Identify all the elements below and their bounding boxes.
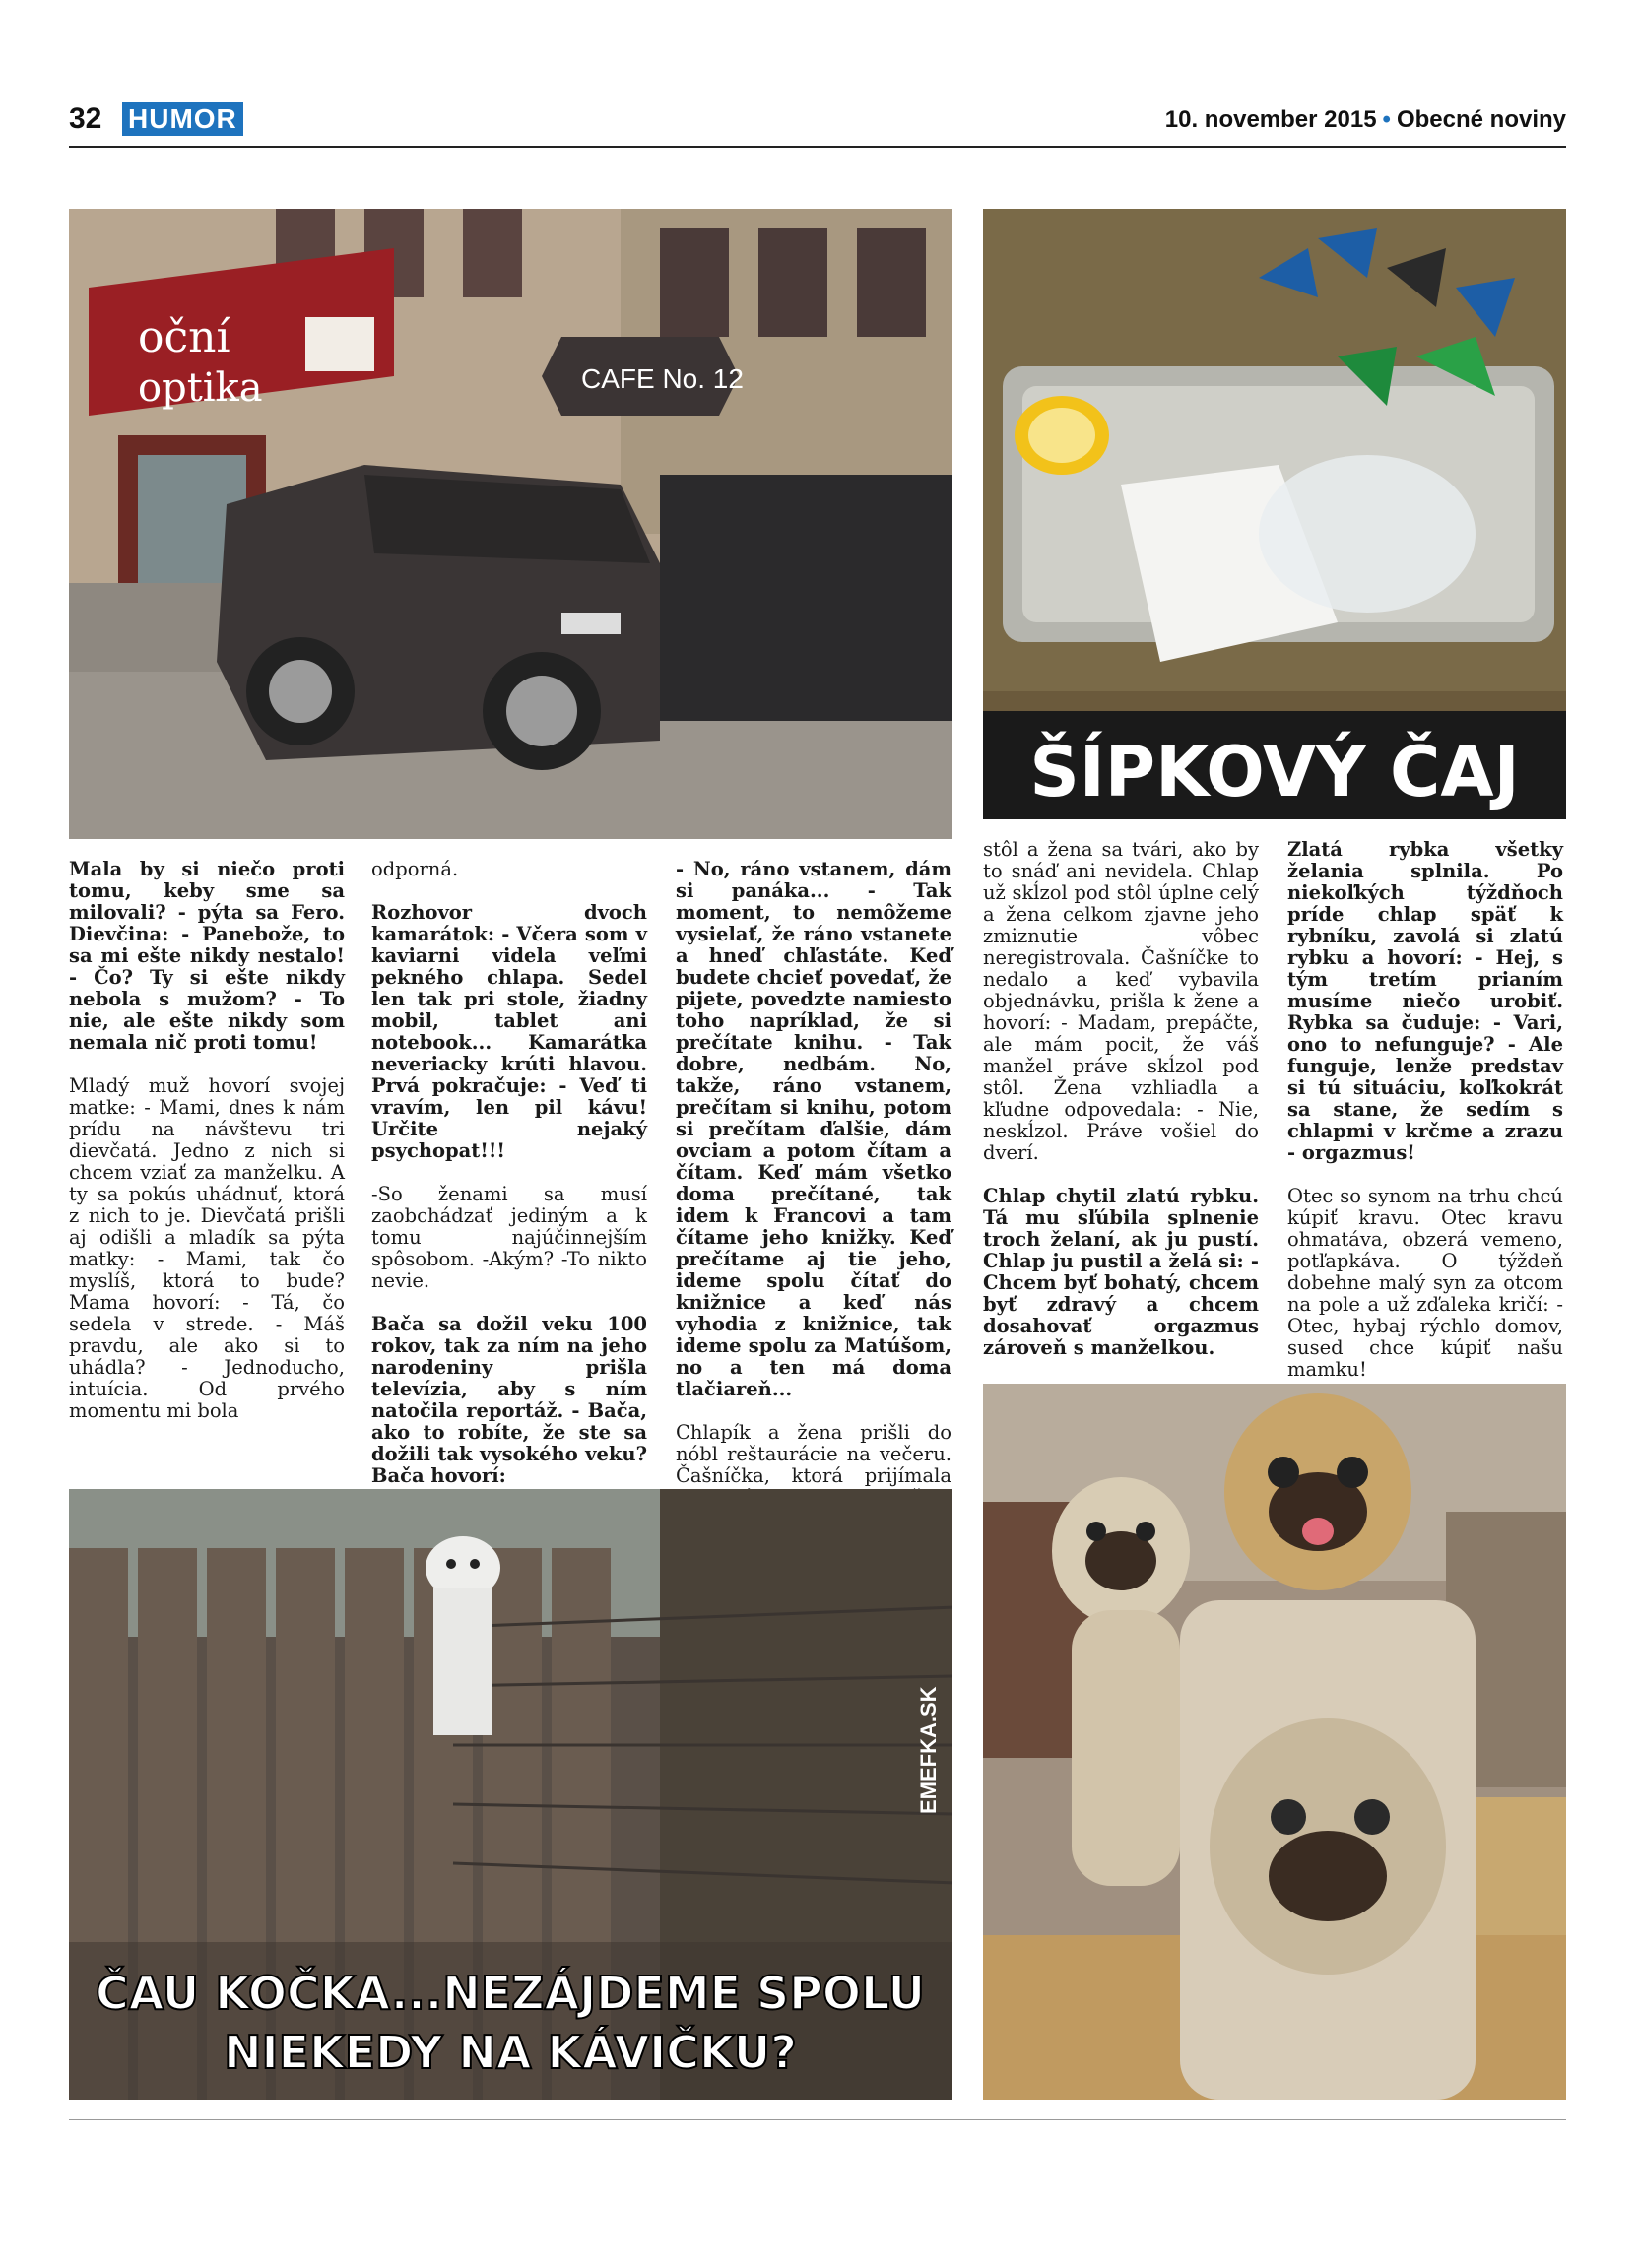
issue-date: 10. november 2015 xyxy=(1164,106,1377,133)
watermark: EMEFKA.SK xyxy=(916,1686,941,1814)
joke-8: Otec so synom na trhu chcú kúpiť kravu. Otec kravu ohmatáva, obzerá vemeno, potľapkáva. O týždeň dobehne malý syn za otcom na pole a už zďaleka kričí: - Otec, hybaj rýchlo domov, sused chce kúpiť našu mamku! xyxy=(1287,1185,1563,1381)
separator-dot: • xyxy=(1382,106,1391,133)
text-column-4 xyxy=(983,839,1259,1381)
joke-4: -So ženami sa musí zaobchádzať jediným a k tomu najúčinnejším spôsobom. -Akým? -To nikto nevie. xyxy=(371,1183,647,1292)
joke-5: Bača sa dožil veku 100 rokov, tak za ním na jeho narodeniny prišla televízia, aby s ním natočila reportáž. - Bača, ako to robíte, že ste sa dožili tak vysokého veku? Bača hovorí: xyxy=(371,1313,647,1487)
page-header xyxy=(69,98,1566,146)
section-tag: HUMOR xyxy=(122,102,243,136)
joke-7: Chlap chytil zlatú rybku. Tá mu sľúbila splnenie troch želaní, ak ju pustí. Chlap ju pustil a želá si: - Chcem byť bohatý, chcem byť zdravý a chcem dosahovať orgazmus zároveň s manželkou. xyxy=(983,1185,1259,1359)
sign-line2: optika xyxy=(138,365,263,411)
joke-3: Rozhovor dvoch kamarátok: - Včera som v kaviarni videla veľmi pekného chlapa. Sedel len tak pri stole, žiadny mobil, tablet ani notebook... Kamarátka neveriacky krúti hlavou. Prvá pokračuje: - Veď ti vravím, len pil kávu! Určite nejaký psychopat!!! xyxy=(371,901,647,1162)
joke-7-continued: Zlatá rybka všetky želania splnila. Po niekoľkých týždňoch príde chlap späť k rybníku, zavolá si zlatú rybku a hovorí: - Hej, s tým tretím prianím musíme niečo urobiť. Rybka sa čuduje: - Vari, ono to nefunguje? - Ale funguje, lenže predstav si tú situáciu, koľkokrát sa stane, že sedím s chlapmi v krčme a zrazu - orgazmus! xyxy=(1287,838,1563,1164)
page-number: 32 xyxy=(69,102,102,135)
sign-line1: oční xyxy=(138,312,230,362)
text-column-2 xyxy=(371,859,647,1509)
joke-6: Chlapík a žena prišli do nóbl reštaurácie na večeru. Čašníčka, ktorá prijímala xyxy=(676,1421,951,1487)
photo-dog-fence xyxy=(69,1489,952,2100)
header-dateline xyxy=(1165,106,1566,134)
photo-sipkovy-caj xyxy=(983,209,1566,819)
photo-pug-shirt xyxy=(983,1384,1566,2100)
header-rule xyxy=(69,146,1566,148)
sipkovy-caption: ŠÍPKOVÝ ČAJ xyxy=(1029,732,1520,812)
dog-caption-line1: ČAU KOČKA...NEZÁJDEME SPOLU xyxy=(95,1967,926,2020)
text-column-5 xyxy=(1287,839,1563,1402)
cafe-sign: CAFE No. 12 xyxy=(581,363,744,394)
joke-2-end: odporná. xyxy=(371,858,459,880)
joke-2: Mladý muž hovorí svojej matke: - Mami, dnes k nám prídu na návštevu tri dievčatá. Jedno z nich si chcem vziať za manželku. A ty sa pokús uhádnuť, ktorá z nich to je. Dievčatá prišli aj odišli a mladík sa pýta matky: - Mami, tak čo myslíš, ktorá to bude? Mama hovorí: - Tá, čo sedela v strede. - Máš pravdu, ale ako si to uhádla? - Jednoducho, intuícia. Od prvého momentu mi bola xyxy=(69,1074,345,1422)
text-column-1 xyxy=(69,859,345,1444)
text-column-3 xyxy=(676,859,951,1595)
photo-car-optika xyxy=(69,209,952,839)
publication-name: Obecné noviny xyxy=(1396,106,1566,133)
joke-1: Mala by si niečo proti tomu, keby sme sa milovali? - pýta sa Fero. Dievčina: - Panebože, to sa mi ešte nikdy nestalo! - Čo? Ty si ešte nikdy nebola s mužom? - To nie, ale ešte nikdy som nemala nič proti tomu! xyxy=(69,858,345,1054)
joke-6-continued: stôl a žena sa tvári, ako by to snáď ani nevidela. Chlap už skĺzol pod stôl úplne celý a žena celkom zjavne jeho zmiznutie vôbec neregistrovala. Čašníčke to nedalo a keď vybavila objednávku, prišla k žene a hovorí: - Madam, prepáčte, ale mám pocit, že váš manžel práve skĺzol pod stôl. Žena vzhliadla a kľudne odpovedala: - Nie, neskĺzol. Práve vošiel do dverí. xyxy=(983,838,1259,1164)
joke-5-continued: - No, ráno vstanem, dám si panáka... - Tak moment, to nemôžeme vysielať, že ráno vstanete a hneď chľastáte. Keď budete chcieť povedať, že pijete, povedzte namiesto toho napríklad, že si prečítate knihu. - Tak dobre, nedbám. No, takže, ráno vstanem, prečítam si knihu, potom si prečítam ďalšie, dám ovciam a potom čítam a čítam. Keď mám všetko doma prečítané, tak idem k Francovi a tam čítame jeho knižky. Keď prečítame aj tie jeho, ideme spolu čítať do knižnice a keď nás vyhodia z knižnice, tak ideme spolu za Matúšom, no a ten má doma tlačiareň... xyxy=(676,858,951,1400)
footer-rule xyxy=(69,2119,1566,2120)
dog-caption-line2: NIEKEDY NA KÁVIČKU? xyxy=(224,2026,797,2079)
